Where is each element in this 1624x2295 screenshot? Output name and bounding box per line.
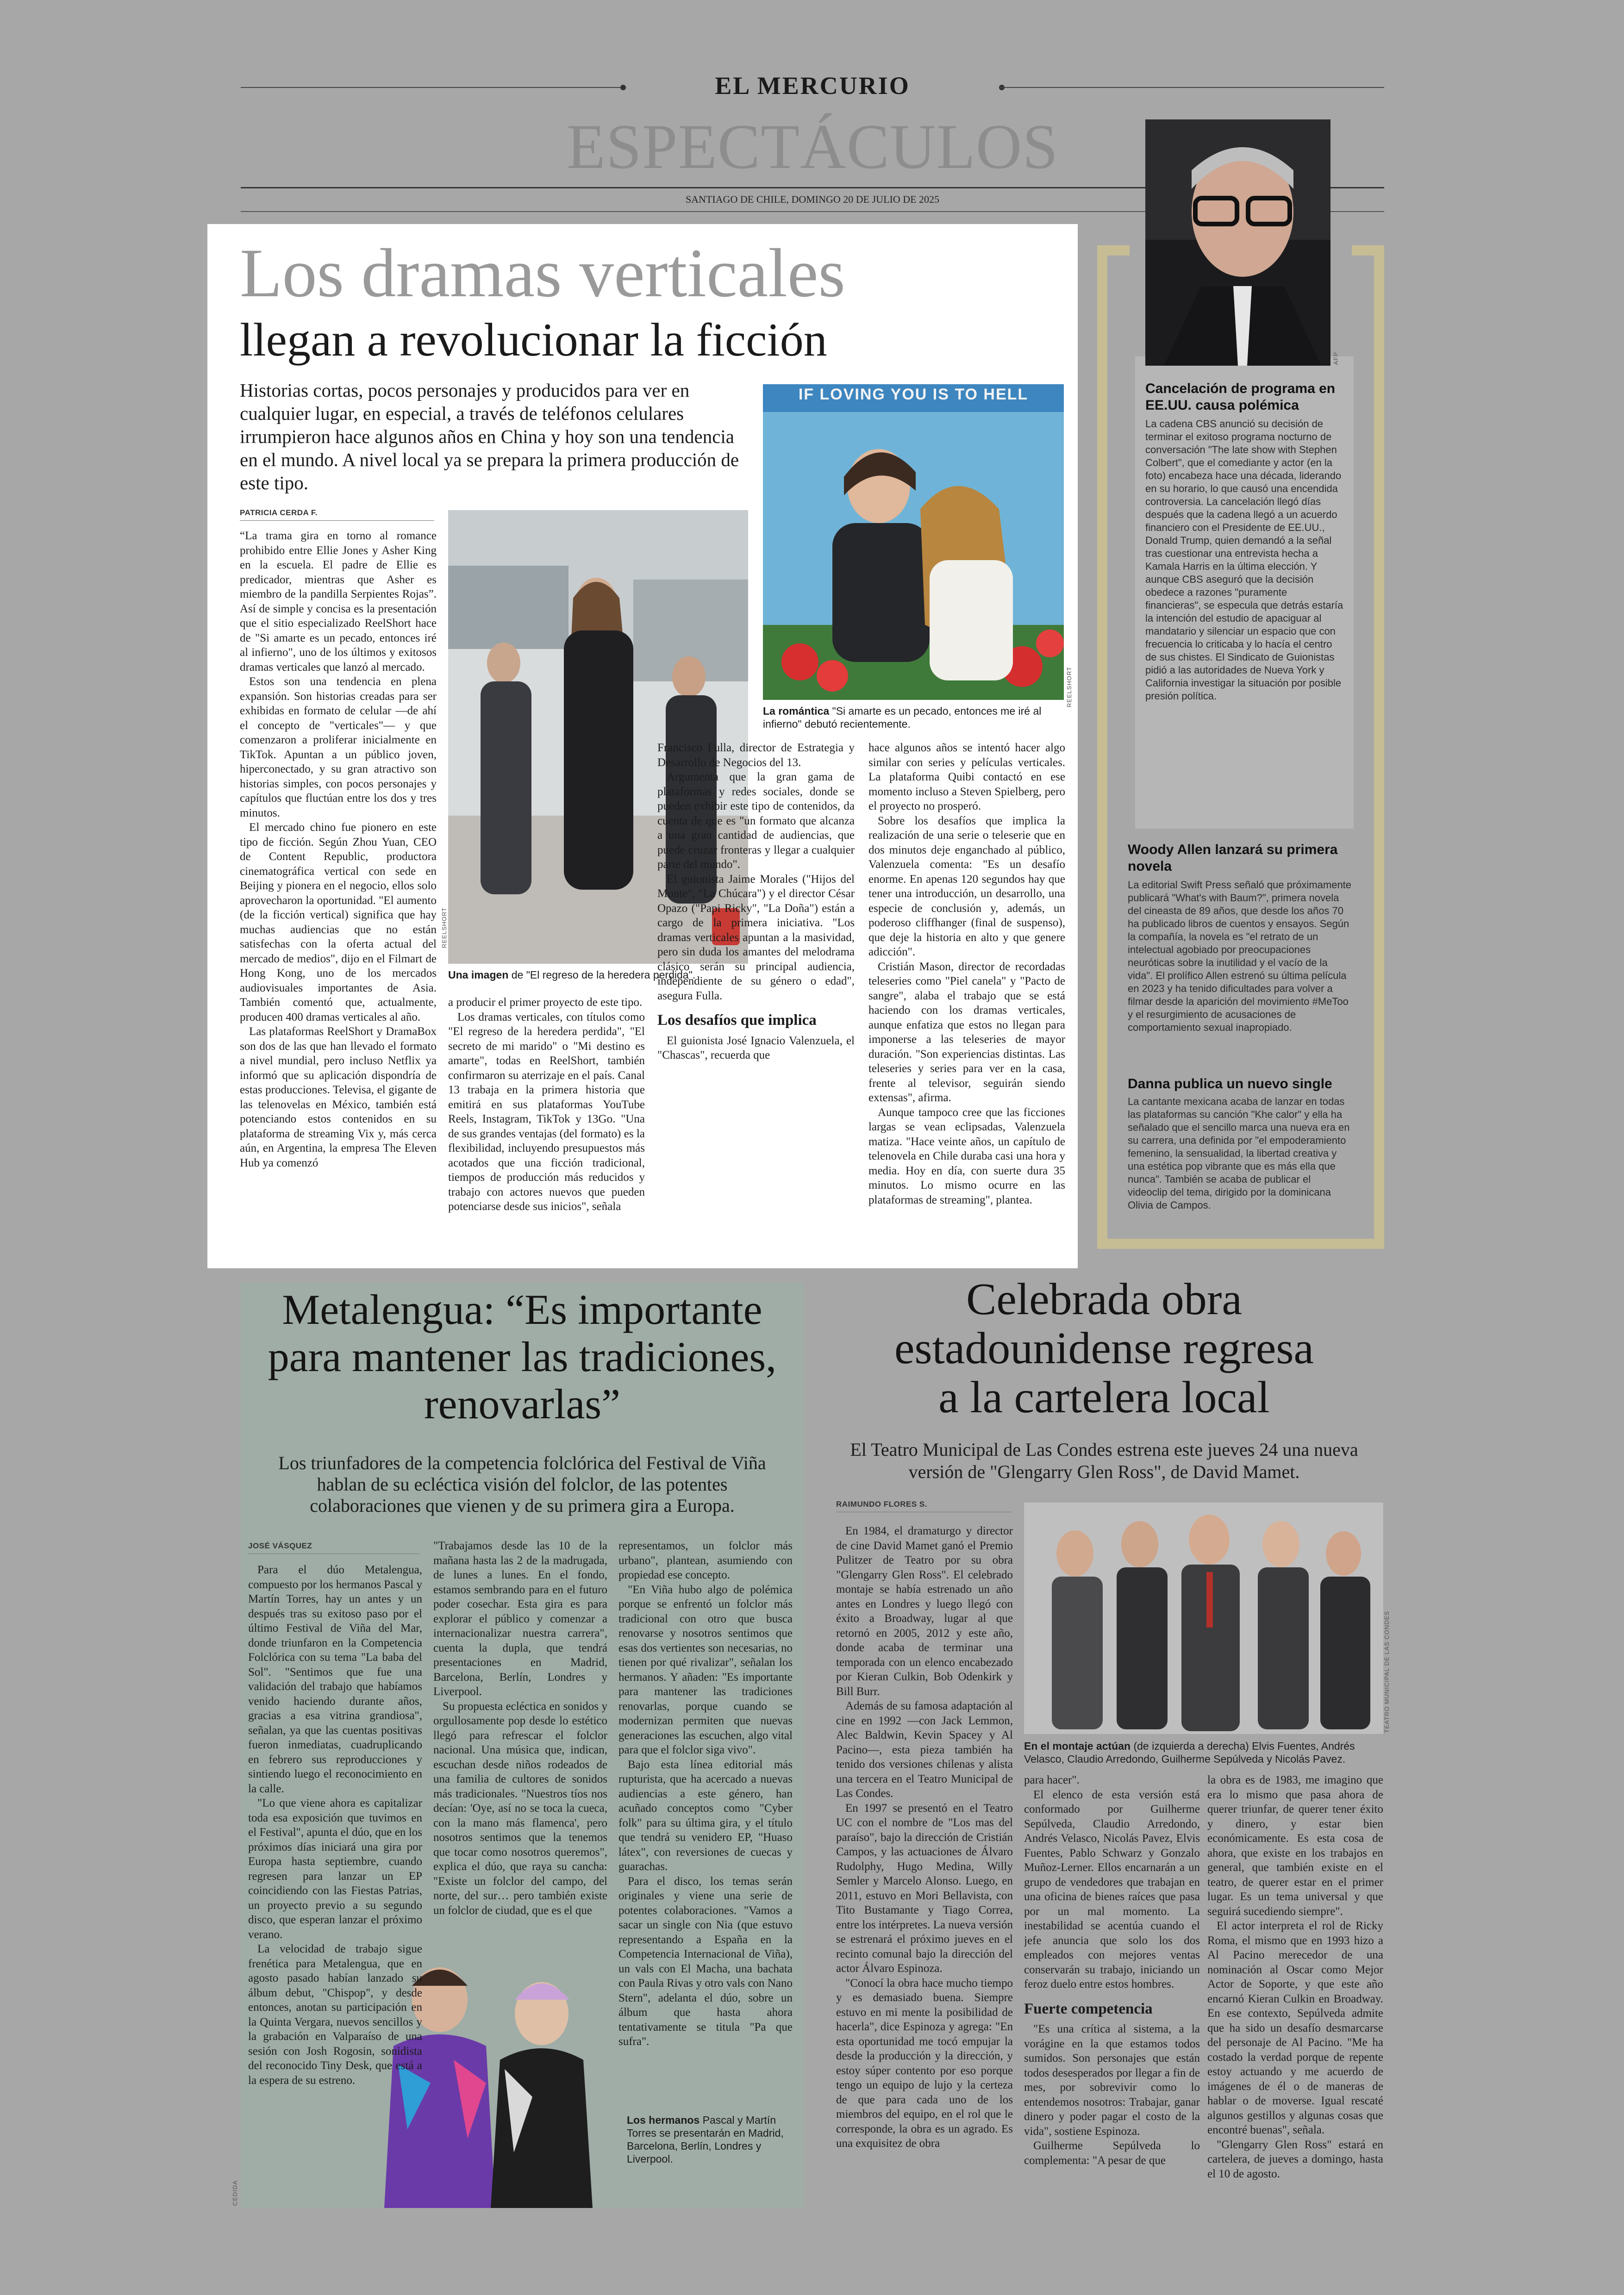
lead-byline: PATRICIA CERDA F. (240, 508, 434, 521)
glengarry-col1-p4: "Conocí la obra hace mucho tiempo y es demasiado buena. Siempre estuvo en mi mente la posibilidad de hacerla", dice Espinoza y agrega: "En esta oportunidad me tocó empujar la desde la producción y la dirección, y estoy súper contento por eso porque tengo un equipo de lujo y la certeza de que para cada uno de los miembros del equipo, en el rol que le corresponde, la obra es un agrado. Es una exquisitez de obra (836, 1977, 1013, 2150)
glengarry-col1-p1: En 1984, el dramaturgo y director de cine David Mamet ganó el Premio Pulitzer de Teatro por su obra "Glengarry Glen Ross". El celebrado montaje se había estrenado un año antes en Londres y luego llegó con éxito a Broadway, lugar al que retornó en 2005, 2012 y este año, donde acaba de terminar una temporada con un elenco encabezado por Kieran Culkin, Bob Odenkirk y Bill Burr. (836, 1525, 1013, 1698)
sidebar-frame-top-right (1352, 245, 1384, 256)
lead-col4-p1: hace algunos años se intentó hacer algo similar con series y películas verticales. La plataforma Quibi contactó en ese momento incluso a Steven Spielberg, pero el proyecto no prosperó. (868, 742, 1065, 812)
lead-deck: Historias cortas, pocos personajes y producidos para ver en cualquier lugar, en especial, a través de teléfonos celulares irrumpieron hace algunos años en China y hoy son una tendencia en el mundo. A nivel local ya se prepara la primera producción de este tipo. (240, 380, 739, 493)
lead-col3-subhead: Los desafíos que implica (657, 1012, 817, 1029)
glengarry-col2-p2: El elenco de esta versión está conformado por Guilherme Sepúlveda, Claudio Arredondo, Andrés Velasco, Nicolás Pavez, Elvis Fuentes, Pablo Schwarz y Gonzalo Muñoz-Lerner. Ellos encarnarán a un grupo de vendedores que trabajan en una oficina de bienes raíces que pasa por un mal momento. La inestabilidad se acentúa cuando el jefe anuncia que solo los dos empleados con mejores ventas conservarán su trabajo, iniciando un feroz duelo entre estos hombres. (1024, 1788, 1200, 1990)
glengarry-col3-p2: El actor interpreta el rol de Ricky Roma, el mismo que en 1993 hizo a Al Pacino merecedor de una nominación al Oscar como Mejor Actor de Soporte, y que este año encarnó Kieran Culkin en Broadway. En ese contexto, Sepúlveda admite que ha sido un desafío desmarcarse del personaje de Al Pacino. "Me ha costado la verdad porque de repente estoy actuando y me acuerdo de imágenes de él o de maneras de hablar o de moverse. Igual rescaté algunos gestillos y algunas cosas que encontré buenas", señala. (1207, 1920, 1383, 2136)
glengarry-cast-image (1024, 1503, 1383, 1734)
lead-col3-par4: El guionista José Ignacio Valenzuela, el "Chascas", recuerda que (657, 1034, 855, 1061)
sidebar-item-2 (1128, 842, 1353, 1034)
lead-col1-p1: “La trama gira en torno al romance prohibido entre Ellie Jones y Asher King en la escuela. El padre de Ellie es predicador, mientras que Asher es miembro de la pandilla Serpientes Rojas”. Así de simple y concisa es la presentación que el sitio especializado ReelShort hace de "Si amarte es un pecado, entonces iré al infierno", uno de los últimos y exitosos dramas verticales que lanzó al mercado. (240, 530, 437, 674)
sidebar-item-3-text: La cantante mexicana acaba de lanzar en todas las plataformas su canción "Khe calor" y ella ha señalado que el sencillo marca una nueva era en su carrera, una definida por "el empoderamiento femenino, la sensualidad, la libertad creativa y una estética pop vibrante que es más ella que nunca". También se acaba de publicar el videoclip del tema, dirigido por la dominicana Olivia de Campos. (1128, 1096, 1350, 1211)
metalengua-column-2 (433, 1539, 607, 1937)
photo-2-caption (763, 705, 1064, 730)
glengarry-photo-caption (1024, 1740, 1383, 1765)
sidebar-frame-bottom (1097, 1239, 1384, 1249)
colbert-portrait-image (1145, 119, 1330, 366)
lead-col2-p2: Los dramas verticales, con títulos como "El regreso de la heredera perdida", "El secreto de mi marido" o "Mi destino es amarte", todas en ReelShort, también confirmaron su aterrizaje en el país. Canal 13 trabaja en la primera historia que emitirá en sus plataformas YouTube Reels, Instagram, TikTok y 13Go. "Una de sus grandes ventajas (del formato) es la flexibilidad, incluyendo presupuestos más acotados que una ficción tradicional, tiempos de producción más reducidos y trabajo con actores nuevos que pueden potenciarse desde sus inicios", señala (448, 1010, 645, 1213)
lead-title-black: llegan a revolucionar la ficción (240, 314, 827, 366)
sidebar-item-3 (1128, 1076, 1353, 1212)
newspaper-name: EL MERCURIO (715, 72, 910, 100)
romance-poster-image (763, 384, 1064, 700)
photo-1-credit: REELSHORT (441, 907, 448, 948)
lead-col3-par3: El guionista Jaime Morales ("Hijos del Monte", "La Chúcara") y el director César Opazo ("Papi Ricky", "La Doña") están a cargo de la primera iniciativa. "Los dramas verticales apuntan a la masividad, pero sin duda los amantes del melodrama clásico serán su principal audiencia, independiente de su género o edad", asegura Fulla. (657, 873, 855, 1002)
glengarry-col2-p3: "Es una crítica al sistema, a la vorágine en la que estamos todos sumidos. Son personajes que están todos desesperados por llegar a fin de mes, por sobrevivir como lo entendemos nosotros: Trabajar, ganar dinero y poder pagar el costo de la vida", sostiene Espinoza. (1024, 2023, 1200, 2138)
masthead-date: SANTIAGO DE CHILE, DOMINGO 20 DE JULIO DE 2025 (685, 193, 940, 205)
metalengua-column-3 (618, 1539, 793, 2108)
glengarry-col3-p3: "Glengarry Glen Ross" estará en cartelera, de jueves a domingo, hasta el 10 de agosto. (1207, 2138, 1383, 2180)
sidebar-item-1-title: Cancelación de programa en EE.UU. causa polémica (1145, 381, 1336, 413)
lead-column-3-main (657, 741, 855, 1262)
glengarry-col1-p2: Además de su famosa adaptación al cine en 1992 —con Jack Lemmon, Alec Baldwin, Kevin Spacey y Al Pacino—, esta pieza también ha tenido dos versiones chilenas y alista una tercera en el Teatro Municipal de Las Condes. (836, 1700, 1013, 1800)
glengarry-photo-credit: TEATRO MUNICIPAL DE LAS CONDES (1383, 1611, 1390, 1733)
metalengua-col1-p1: Para el dúo Metalengua, compuesto por los hermanos Pascal y Martín Torres, hay un antes y un después tras su exitoso paso por el último Festival de Viña del Mar, donde triunfaron en la Competencia Folclórica con su tema "La baba del Sol". "Sentimos que fue una validación del trabajo que habíamos venido haciendo durante años, gracias a esa vitrina grandiosa", señalan, ya que las cuentas positivas fueron inmediatas, cuadruplicando en febrero sus reproducciones y sintiendo luego el reconocimiento en la calle. (248, 1564, 422, 1795)
masthead-rule-right (1000, 87, 1384, 88)
lead-title-gray: Los dramas verticales (240, 235, 845, 312)
sidebar-item-1-text: La cadena CBS anunció su decisión de terminar el exitoso programa nocturno de conversación "The late show with Stephen Colbert", que el comediante y actor (en la foto) encabeza hace una década, liderando en su horario, lo que causó una encendida controversia. La cancelación llegó días después que la cadena llegó a un acuerdo financiero con el Presidente de EE.UU., Donald Trump, quien demandó a la señal tras cuestionar una entrevista hecha a Kamala Harris en la última elección. Y aunque CBS aseguró que la decisión obedece a razones "puramente financieras", se especula que detrás estaría la intención del estudio de apaciguar al mandatario y silenciar un espacio que con frecuencia lo criticaba y lo hacía el centro de sus chistes. El Sindicato de Guionistas pidió a las autoridades de Nueva York y California investigar la situación por posible presión política. (1145, 418, 1343, 702)
metalengua-col1-p3: La velocidad de trabajo sigue frenética para Metalengua, que en agosto pasado habían lanzado su álbum debut, "Chispop", y desde entonces, anotan su participación en la Quinta Vergara, nuevos sencillos y la grabación en Valparaíso de una sesión con Josh Rogosin, sonidista del reconocido Tiny Desk, que está a la espera de su estreno. (248, 1943, 422, 2087)
lead-column-1 (240, 529, 437, 1262)
glengarry-column-3 (1207, 1773, 1383, 2204)
metalengua-col3-p3: Bajo esta línea editorial más rupturista, que ha acercado a nuevas audiencias a este género, han acuñado conceptos como "Cyber folk" para su última gira, y el título que tendrá su venidero EP, "Huaso látex", con reversiones de cuecas y guarachas. (618, 1758, 793, 1873)
lead-col4-p3: Cristián Mason, director de recordadas teleseries como "Piel canela" y "Pacto de sangre", alaba el trabajo que se está haciendo con los dramas verticales, aunque enfatiza que estos no llegan para imponerse a las teleseries de mayor duración. "Son experiencias distintas. Las teleseries y series para ver en la casa, frente al televisor, seguirán siendo extensas", afirma. (868, 960, 1065, 1104)
photo-1-caption-text: de "El regreso de la heredera perdida". (508, 969, 696, 981)
sidebar-item-1 (1145, 380, 1344, 703)
lead-col1-p3: El mercado chino fue pionero en este tipo de ficción. Según Zhou Yuan, CEO de Content Republic, productora cinematográfica vertical con sede en Beijing y pionera en el negocio, ellos solo aprovecharon la oportunidad. "El aumento (de la ficción vertical) significa que hay muchas audiencias que no están satisfechas con la oferta actual del mercado de medios", dijo en el Filmart de Hong Kong, uno de los mercados audiovisuales importantes de Asia. También comentó que, actualmente, producen 400 dramas verticales al año. (240, 821, 437, 1023)
glengarry-deck: El Teatro Municipal de Las Condes estrena este jueves 24 una nueva versión de "Glengarry Glen Ross", de David Mamet. (850, 1439, 1358, 1482)
lead-col4-p2: Sobre los desafíos que implica la realización de una serie o teleserie que en dos minutos deje enganchado al público, Valenzuela comenta: "Es un desafío enorme. En apenas 120 segundos hay que tener una introducción, un desarrollo, una especie de conclusión y, además, un poderoso cliffhanger (final de suspenso), que deje la historia en alto y que genere adicción". (868, 814, 1065, 958)
glengarry-photo (1024, 1503, 1383, 1734)
glengarry-column-1 (836, 1524, 1013, 2204)
lead-column-4 (868, 741, 1065, 1262)
metalengua-col3-p1: representamos, un folclor más urbano", plantean, asumiendo con propiedad ese concepto. (618, 1540, 793, 1581)
lead-col4-p4: Aunque tampoco cree que las ficciones largas se vean eclipsadas, Valenzuela matiza. "Hace veinte años, un capítulo de telenovela en Chile duraba casi una hora y media. Hoy en día, con suerte dura 35 minutos. Lo mismo ocurre en las plataformas de streaming", plantea. (868, 1106, 1065, 1206)
glengarry-caption-text: (de izquierda a derecha) Elvis Fuentes, Andrés Velasco, Claudio Arredondo, Guilherme Sepúlveda y Nicolás Pavez. (1024, 1740, 1355, 1765)
sidebar-item-2-title: Woody Allen lanzará su primera novela (1128, 842, 1338, 874)
photo-2-credit: REELSHORT (1066, 667, 1073, 708)
poster-title: IF LOVING YOU IS TO HELL (798, 386, 1029, 403)
lead-col1-p4: Las plataformas ReelShort y DramaBox son dos de las que han llevado el formato a nivel mundial, pero incluso Netflix ya informó que su aplicación dispondría de estas producciones. Televisa, el gigante de las telenovelas en México, también está potenciando estos contenidos en su plataforma de streaming Vix y, más cerca aún, en Argentina, la empresa The Eleven Hub ya comenzó (240, 1025, 437, 1169)
photo-2-caption-bold: La romántica (763, 705, 830, 717)
lead-col3-par2: Argumenta que la gran gama de plataformas y redes sociales, donde se pueden exhibir este tipo de contenidos, da cuenta de que es "un formato que alcanza a una gran cantidad de audiencias, que puede cruzar fronteras y llegar a cualquier parte del mundo". (657, 771, 855, 871)
metalengua-caption-text: Pascal y Martín Torres se presentarán en Madrid, Barcelona, Berlín, Londres y Liverpool. (627, 2114, 784, 2165)
metalengua-col3-p4: Para el disco, los temas serán originales y viene una serie de potentes colaboraciones. "Vamos a sacar un single con Nia (que estuvo representando a España en la Competencia Internacional de Viña), un vals con El Macha, una bachata con Paula Rivas y otro vals con Nano Stern", adelanta el dúo, sobre un álbum que hasta ahora tentativamente se titula "Pa que sufra". (618, 1875, 793, 2048)
glengarry-caption-bold: En el montaje actúan (1024, 1740, 1131, 1752)
sidebar-item-3-title: Danna publica un nuevo single (1128, 1076, 1332, 1091)
glengarry-col1-p3: En 1997 se presentó en el Teatro UC con el nombre de "Los mas del paraíso", bajo la dirección de Cristián Campos, y las actuaciones de Álvaro Rudolphy, Hugo Medina, Willy Semler y Marcelo Alonso. Luego, en 2011, estuvo en Mori Bellavista, con Tito Bustamante y Tiago Correa, entre los intérpretes. La nueva versión se estrenará el próximo jueves en el recinto comunal bajo la dirección del actor Álvaro Espinoza. (836, 1802, 1013, 1975)
metalengua-col2-p2: Su propuesta ecléctica en sonidos y orgullosamente pop desde lo estético llegó para refrescar el folclor nacional. Una música que, indican, escuchan desde niños rodeados de una familia de cultores de sonidos más tradicionales. "Nuestros tíos nos decían: 'Oye, así no se toca la cueca, con la mano más flamenca', pero nosotros sentimos que la tenemos que tocar como nosotros queremos", explica el dúo, que raya su cancha: "Existe un folclor del campo, del norte, del sur… pero también existe un folclor de ciudad, que es el que (433, 1700, 607, 1917)
sidebar-item-2-text: La editorial Swift Press señaló que próximamente publicará "What's with Baum?", primera novela del cineasta de 89 años, que desde los años 70 ha publicado libros de cuentos y ensayos. Según la compañía, la novela es "el retrato de un intelectual agobiado por preocupaciones neuróticas sobre la inutilidad y el vacío de la vida". El prolífico Allen estrenó su última película en 2023 y ha tenido dificultades para volver a filmar desde la aparición del movimiento #MeToo y el resurgimiento de acusaciones de comportamiento sexual inapropiado. (1128, 879, 1352, 1033)
glengarry-col3-p1: la obra es de 1983, me imagino que era lo mismo que pasa ahora de querer triunfar, de querer tener éxito y dinero, y estar bien económicamente. Es esta cosa de ahora, que existe en los trabajos en general, que también existe en el teatro, de querer estar en el primer lugar. Es un tema universal y que seguirá sucediendo siempre". (1207, 1774, 1383, 1918)
metalengua-byline: JOSÉ VÁSQUEZ (248, 1541, 419, 1554)
lead-photo-2 (763, 384, 1064, 700)
lead-column-2 (448, 995, 645, 1262)
sidebar-frame-top-left (1097, 245, 1130, 256)
section-title: ESPECTÁCULOS (566, 111, 1059, 182)
metalengua-col2-p1: "Trabajamos desde las 10 de la mañana hasta las 2 de la madrugada, de lunes a lunes. En el fondo, estamos sembrando para en el futuro poder cosechar. Esta gira es para explorar el público y comenzar a internacionalizar nuestra carrera", cuenta la dupla, que tendrá presentaciones en Madrid, Barcelona, Berlín, Londres y Liverpool. (433, 1540, 607, 1698)
metalengua-caption-bold: Los hermanos (627, 2114, 700, 2126)
metalengua-column-1 (248, 1563, 422, 2206)
metalengua-title: Metalengua: “Es importante para mantener las tradiciones, renovarlas” (268, 1286, 777, 1428)
sidebar-photo (1145, 119, 1330, 366)
glengarry-byline: RAIMUNDO FLORES S. (836, 1500, 1012, 1512)
glengarry-column-2 (1024, 1773, 1200, 2204)
sidebar-photo-credit: AFP (1332, 352, 1339, 365)
glengarry-col2-subhead: Fuerte competencia (1024, 2000, 1153, 2017)
lead-col3-par1: Francisco Fulla, director de Estrategia y Desarrollo de Negocios del 13. (657, 742, 855, 769)
photo-2-caption-text: "Si amarte es un pecado, entonces me iré al infierno" debutó recientemente. (763, 705, 1042, 730)
photo-1-caption-bold: Una imagen (448, 969, 509, 981)
glengarry-col2-p1: para hacer". (1024, 1774, 1080, 1786)
glengarry-col2-p4: Guilherme Sepúlveda lo complementa: "A pesar de que (1024, 2139, 1200, 2167)
metalengua-col3-p2: "En Viña hubo algo de polémica porque se enfrentó un folclor más tradicional con otro que busca renovarse y nosotros sentimos que esas dos vertientes son necesarias, no tienen por qué rivalizar", señalan los hermanos. Y añaden: "Es importante para mantener las tradiciones renovarlas, porque cuando se modernizan permiten que nuevas generaciones las escuchen, algo vital para que el folclor siga vivo". (618, 1583, 793, 1756)
metalengua-photo-credit: CEDIDA (231, 2180, 238, 2206)
lead-col1-p2: Estos son una tendencia en plena expansión. Son historias creadas para ser exhibidas en formato de celular —de ahí el concepto de "verticales"— y que comenzaron a proliferar inicialmente en TikTok. Apuntan a un público joven, hiperconectado, y su gran atractivo son historias simples, con pocos personajes y capítulos que fluctúan entre los dos y tres minutos. (240, 675, 437, 819)
metalengua-col1-p2: "Lo que viene ahora es capitalizar toda esa exposición que tuvimos en el Festival", apunta el dúo, que en los próximos días iniciará una gira por Europa hasta septiembre, cuando regresen para lanzar un EP coincidiendo con las Fiestas Patrias, un proyecto previo a su segundo disco, que esperan lanzar el próximo verano. (248, 1797, 422, 1941)
lead-col2-p1: a producir el primer proyecto de este tipo. (448, 996, 643, 1009)
glengarry-title: Celebrada obra estadounidense regresa a la cartelera local (894, 1274, 1314, 1422)
metalengua-photo-caption (627, 2114, 784, 2165)
metalengua-deck: Los triunfadores de la competencia folclórica del Festival de Viña hablan de su ecléctica visión del folclor, de las potentes colaboraciones que vienen y de su primera gira a Europa. (278, 1453, 766, 1516)
